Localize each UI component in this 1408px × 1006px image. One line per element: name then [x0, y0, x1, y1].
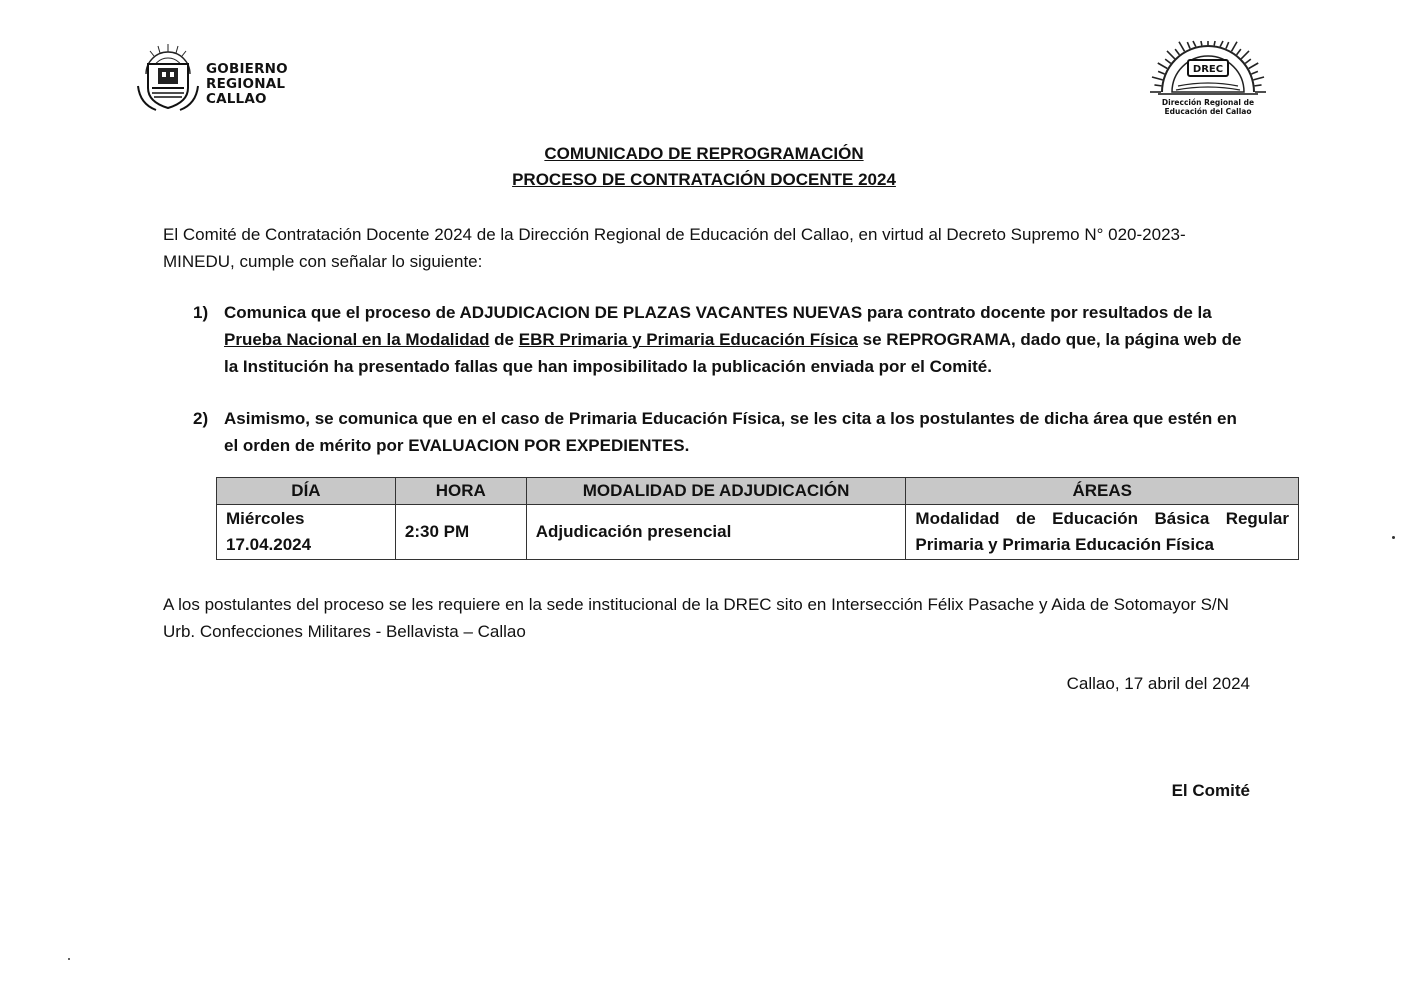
area-line-1: Modalidad de Educación Básica Regular: [915, 509, 1289, 528]
sun-ray: [1165, 59, 1171, 63]
sun-ray: [1251, 71, 1257, 74]
logo-text: [206, 62, 288, 107]
title-line-2: PROCESO DE CONTRATACIÓN DOCENTE 2024: [512, 170, 896, 189]
drec-caption-line-2: Educación del Callao: [1164, 107, 1252, 116]
drec-logo: [1148, 40, 1268, 120]
logo-line-3: CALLAO: [206, 91, 267, 107]
signature: El Comité: [1171, 781, 1250, 800]
drec-caption-line-1: Dirección Regional de: [1161, 98, 1255, 107]
sun-ray: [1253, 77, 1264, 80]
header-areas: ÁREAS: [906, 478, 1299, 505]
item-number: 1): [193, 303, 209, 322]
cell-hour: 2:30 PM: [395, 505, 526, 560]
sun-ray: [1249, 63, 1259, 69]
header-modalidad: MODALIDAD DE ADJUDICACIÓN: [526, 478, 906, 505]
notice-paragraph: A los postulantes del proceso se les requiere en la sede institucional de la DREC sito en Intersección Félix Pasache y Aida de Sotomayor S/N Urb. Confecciones Militares - Bellavista – Callao: [163, 595, 1229, 641]
sun-ray: [1152, 77, 1163, 80]
document-title: [0, 144, 1408, 164]
sun-ray: [1201, 41, 1202, 45]
sun-ray: [1232, 42, 1238, 52]
header-hora: HORA: [395, 478, 526, 505]
item-1-part-2: de: [489, 330, 519, 349]
logo-line-1: GOBIERNO: [206, 61, 288, 77]
sun-ray: [1241, 51, 1249, 59]
sun-ray: [1167, 51, 1175, 59]
scan-speck: [68, 958, 70, 960]
sun-ray: [1226, 42, 1229, 48]
schedule-table: [216, 477, 1299, 560]
scan-speck: [1392, 536, 1395, 539]
header-dia: DÍA: [217, 478, 396, 505]
sun-ray: [1175, 49, 1179, 55]
list-item-2: [193, 405, 1253, 459]
sun-ray: [1220, 41, 1223, 47]
cell-areas: [906, 505, 1299, 560]
gobierno-regional-callao-seal-icon: [132, 40, 204, 112]
logo-line-2: REGIONAL: [206, 76, 286, 92]
sun-ray: [1187, 42, 1190, 48]
area-line-2: Primaria y Primaria Educación Física: [915, 535, 1214, 554]
sun-ray: [1214, 41, 1215, 45]
day-name: Miércoles: [226, 509, 305, 528]
drec-badge: DREC: [1192, 64, 1224, 75]
document-date: Callao, 17 abril del 2024: [1066, 674, 1250, 693]
day-date: 17.04.2024: [226, 535, 312, 554]
title-line-1: COMUNICADO DE REPROGRAMACIÓN: [544, 144, 864, 163]
document-subtitle: [0, 170, 1408, 190]
drec-caption: [1154, 98, 1262, 116]
cell-modality: Adjudicación presencial: [526, 505, 906, 560]
sun-ray: [1255, 85, 1262, 86]
item-1-underlined-2: EBR Primaria y Primaria Educación Física: [518, 330, 858, 349]
item-1-underlined-1: Prueba Nacional en la Modalidad: [224, 330, 490, 349]
sun-ray: [1154, 85, 1161, 86]
item-number: 2): [193, 409, 209, 428]
item-1-part-1: Comunica que el proceso de ADJUDICACION DE PLAZAS VACANTES NUEVAS para contrato docente por resultados de la: [224, 303, 1212, 322]
table-header-row: [217, 478, 1299, 505]
sun-ray: [1158, 71, 1164, 74]
sun-ray: [1193, 41, 1196, 47]
list-item-1: [193, 299, 1253, 380]
sun-ray: [1245, 59, 1251, 63]
item-text: [224, 299, 1253, 380]
item-text: Asimismo, se comunica que en el caso de Primaria Educación Física, se les cita a los postulantes de dicha área que estén en el orden de mérito por EVALUACION POR EXPEDIENTES.: [224, 409, 1237, 455]
sun-ray: [1237, 49, 1241, 55]
table-row: [217, 505, 1299, 560]
sun-ray: [1158, 63, 1168, 69]
gobierno-regional-callao-logo: [132, 40, 292, 112]
drec-sun-logo-icon: [1148, 40, 1268, 100]
sun-ray: [1179, 42, 1185, 52]
cell-day: [217, 505, 396, 560]
item-1-part-3: se REPROGRAMA, dado que, la página web de la Institución ha presentado fallas que han imposibilitado la publicación enviada por el Comité.: [224, 330, 1242, 376]
intro-paragraph: El Comité de Contratación Docente 2024 de la Dirección Regional de Educación del Callao, en virtud al Decreto Supremo N° 020-2023-MINEDU, cumple con señalar lo siguiente:: [163, 225, 1186, 271]
